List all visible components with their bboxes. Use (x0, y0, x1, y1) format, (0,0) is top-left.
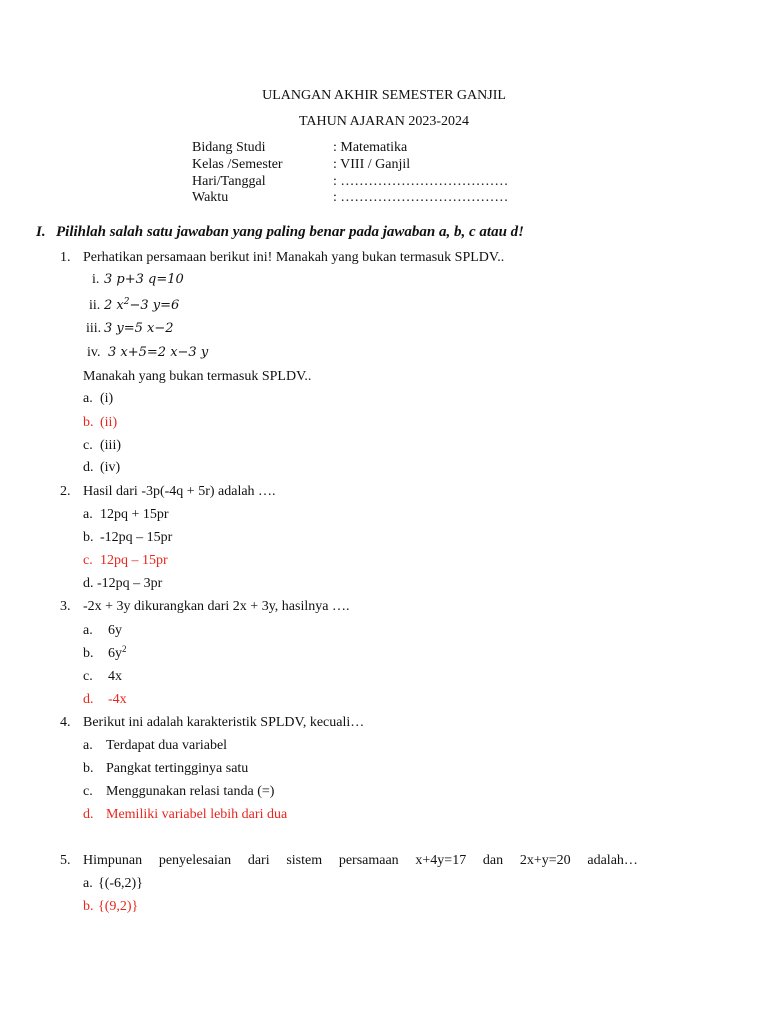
q1-eq3-roman: iii. (86, 321, 102, 336)
q5-word: penyelesaian (158, 853, 232, 868)
q5-word: dari (247, 853, 270, 868)
q1-eq1: 3 p+3 q=10 (104, 272, 184, 287)
q2-option-c-answer: 12pq – 15pr (100, 553, 168, 568)
q1-eq2-base: 2 x (104, 298, 124, 313)
q4-text: Berikut ini adalah karakteristik SPLDV, kecuali… (83, 715, 365, 730)
q5-word: adalah… (587, 853, 638, 868)
q2-option-a: 12pq + 15pr (100, 507, 169, 522)
q4-number: 4. (60, 715, 71, 730)
q2-option-c-letter: c. (83, 553, 93, 568)
q1-option-b-letter: b. (83, 415, 94, 430)
q4-option-d-answer: Memiliki variabel lebih dari dua (106, 807, 288, 822)
q3-number: 3. (60, 599, 71, 614)
q4-option-c-letter: c. (83, 784, 93, 799)
q5-word: 2x+y=20 (519, 853, 571, 868)
q4-option-c: Menggunakan relasi tanda (=) (106, 784, 275, 799)
q5-word: dan (482, 853, 504, 868)
q1-eq4: 3 x+5=2 x−3 y (108, 345, 209, 360)
q5-word: x+4y=17 (415, 853, 467, 868)
q1-eq2-exponent: 2 (123, 297, 130, 307)
q1-eq2-roman: ii. (89, 298, 101, 313)
q3-option-b-base: 6y (108, 646, 122, 661)
q1-option-d: (iv) (100, 460, 121, 475)
q1-option-c-letter: c. (83, 438, 93, 453)
q1-eq2 (104, 297, 179, 315)
q2-number: 2. (60, 484, 71, 499)
exam-year: TAHUN AJARAN 2023-2024 (299, 114, 469, 129)
q3-option-b-letter: b. (83, 646, 94, 661)
q2-option-d-letter: d. (83, 576, 94, 591)
q2-option-d: -12pq – 3pr (97, 576, 163, 591)
q5-number: 5. (60, 853, 71, 868)
q1-option-b-answer: (ii) (100, 415, 118, 430)
q1-number: 1. (60, 250, 71, 265)
q1-eq2-rest: −3 y=6 (129, 298, 180, 313)
q3-option-c: 4x (108, 669, 122, 684)
info-value-time: : ……………………………… (333, 190, 509, 205)
info-label-time: Waktu (192, 190, 229, 205)
q3-option-a: 6y (108, 623, 122, 638)
q5-option-a: {(-6,2)} (98, 876, 143, 891)
info-value-date: : ……………………………… (333, 174, 509, 189)
q3-option-b-exponent: 2 (122, 644, 127, 654)
exam-title: ULANGAN AKHIR SEMESTER GANJIL (262, 88, 506, 103)
q5-word: sistem (286, 853, 323, 868)
info-label-subject: Bidang Studi (192, 140, 266, 155)
q3-option-c-letter: c. (83, 669, 93, 684)
q2-option-b: -12pq – 15pr (100, 530, 173, 545)
q1-prompt: Manakah yang bukan termasuk SPLDV.. (83, 369, 312, 384)
q5-word: persamaan (338, 853, 399, 868)
q2-text: Hasil dari -3p(-4q + 5r) adalah …. (83, 484, 276, 499)
q4-option-b-letter: b. (83, 761, 94, 776)
q3-option-d-letter: d. (83, 692, 94, 707)
q1-eq4-roman: iv. (87, 345, 101, 360)
q2-option-a-letter: a. (83, 507, 93, 522)
q5-text (83, 852, 638, 870)
q4-option-d-letter: d. (83, 807, 94, 822)
q5-word: Himpunan (83, 853, 143, 868)
q1-text: Perhatikan persamaan berikut ini! Manakah yang bukan termasuk SPLDV.. (83, 250, 505, 265)
q3-option-a-letter: a. (83, 623, 93, 638)
q1-option-a-letter: a. (83, 391, 93, 406)
q5-option-b-letter: b. (83, 899, 94, 914)
q1-eq1-roman: i. (92, 272, 100, 287)
info-value-subject: : Matematika (333, 140, 408, 155)
q5-option-b-answer: {(9,2)} (98, 899, 139, 914)
section-number: I. (36, 224, 46, 240)
q5-option-a-letter: a. (83, 876, 93, 891)
q4-option-a-letter: a. (83, 738, 93, 753)
info-label-class: Kelas /Semester (192, 157, 283, 172)
q3-text: -2x + 3y dikurangkan dari 2x + 3y, hasilnya …. (83, 599, 350, 614)
q3-option-b (108, 645, 127, 663)
q1-option-d-letter: d. (83, 460, 94, 475)
q1-eq3: 3 y=5 x−2 (104, 321, 174, 336)
q2-option-b-letter: b. (83, 530, 94, 545)
q1-option-a: (i) (100, 391, 114, 406)
section-instruction: Pilihlah salah satu jawaban yang paling benar pada jawaban a, b, c atau d! (56, 224, 525, 240)
info-value-class: : VIII / Ganjil (333, 157, 411, 172)
q1-option-c: (iii) (100, 438, 121, 453)
q3-option-d-answer: -4x (108, 692, 127, 707)
info-label-date: Hari/Tanggal (192, 174, 266, 189)
q4-option-a: Terdapat dua variabel (106, 738, 228, 753)
q4-option-b: Pangkat tertingginya satu (106, 761, 249, 776)
